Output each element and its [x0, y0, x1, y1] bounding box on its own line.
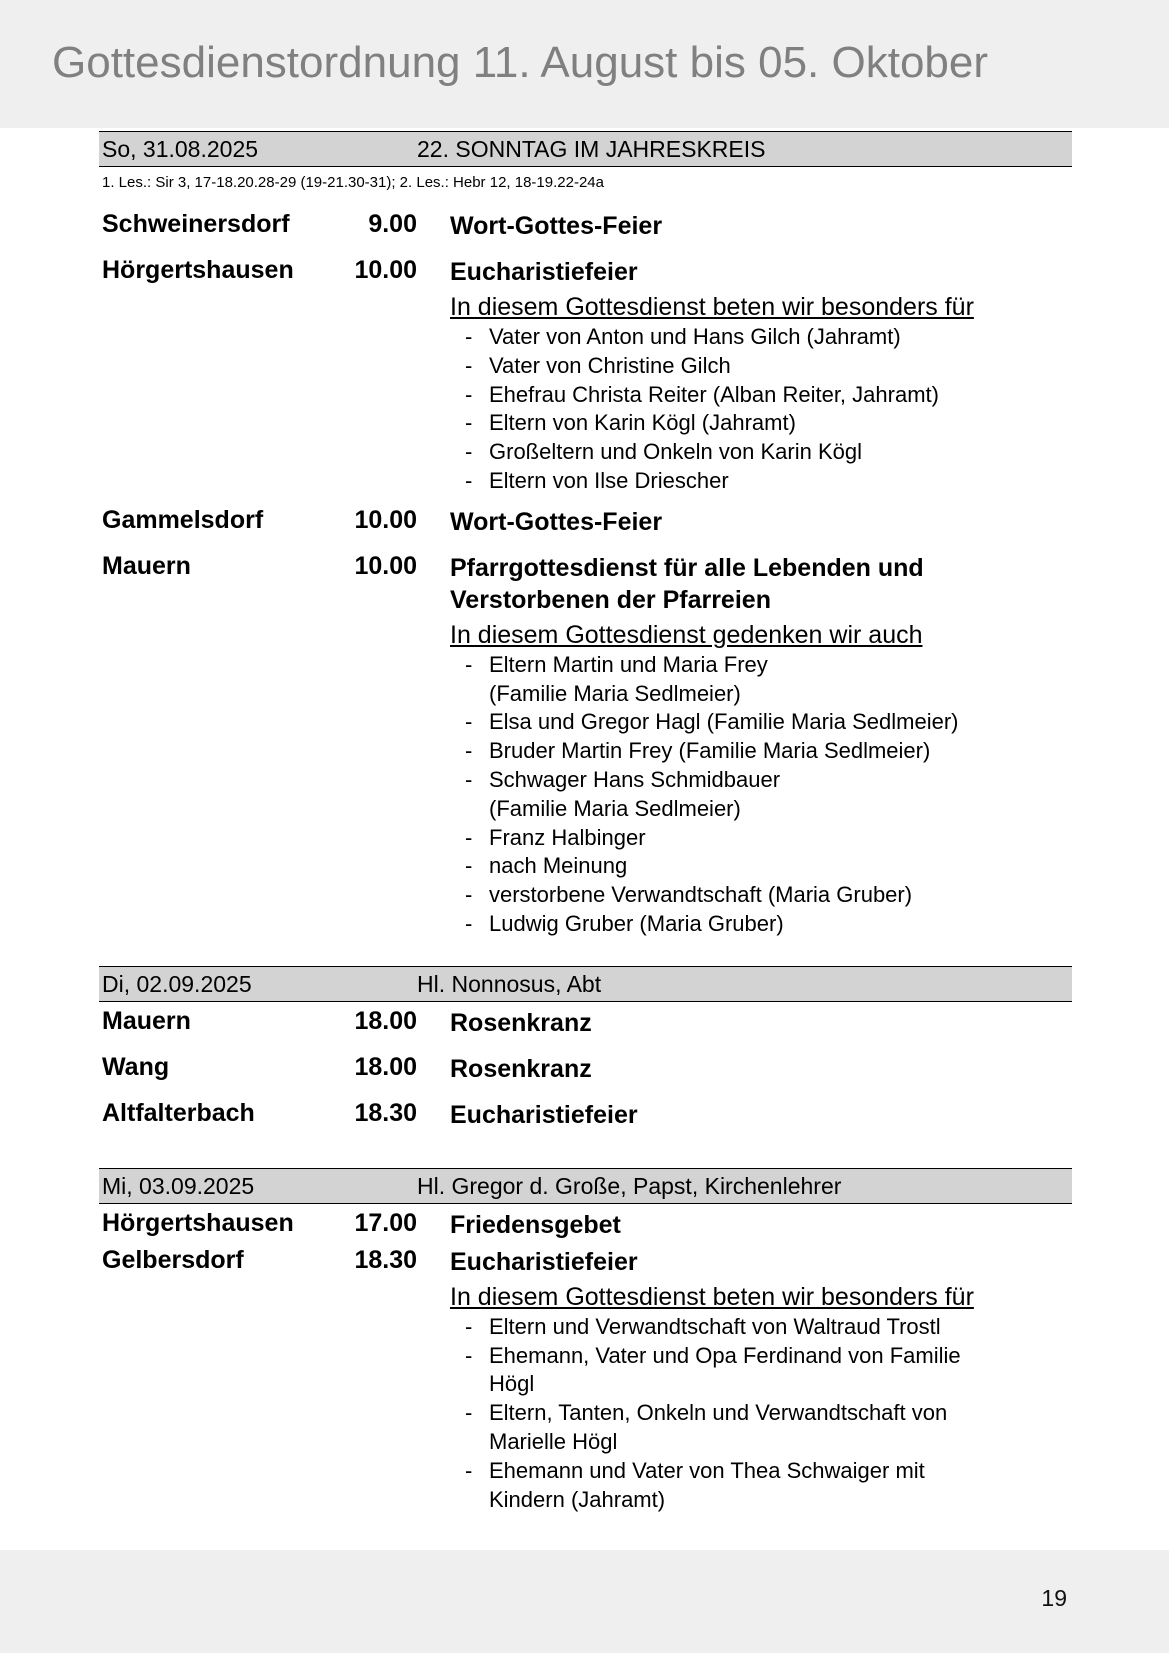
day-feast: Hl. Gregor d. Große, Papst, Kirchenlehrer	[417, 1172, 842, 1199]
service-title-line: Verstorbenen der Pfarreien	[450, 585, 771, 614]
service-place: Hörgertshausen	[102, 256, 294, 284]
service-place: Wang	[102, 1052, 170, 1081]
list-item-line: (Familie Maria Sedlmeier)	[489, 795, 741, 821]
day-date: Di, 02.09.2025	[102, 970, 252, 997]
list-item	[465, 1399, 1072, 1457]
list-item-line: Marielle Högl	[489, 1428, 618, 1454]
day-header	[99, 966, 1072, 1002]
service-time: 17.00	[354, 1208, 417, 1237]
list-item-line: nach Meinung	[489, 853, 628, 879]
service-place: Hörgertshausen	[102, 1208, 294, 1237]
list-item-line: Kindern (Jahramt)	[489, 1486, 666, 1512]
list-item-line: Ludwig Gruber (Maria Gruber)	[489, 910, 784, 936]
list-item-line: Ehemann und Vater von Thea Schwaiger mit	[489, 1457, 925, 1483]
intention-heading: In diesem Gottesdienst beten wir besonders für	[450, 1282, 974, 1311]
service-entry	[99, 1246, 1072, 1278]
day-feast: 22. SONNTAG IM JAHRESKREIS	[417, 136, 766, 162]
list-item-line: Eltern und Verwandtschaft von Waltraud Trostl	[489, 1313, 941, 1339]
service-entry	[99, 506, 1072, 538]
day-header	[99, 131, 1072, 167]
list-item	[465, 1313, 1072, 1342]
list-item: - Ehefrau Christa Reiter (Alban Reiter, Jahramt)	[465, 381, 1072, 410]
list-item: - Vater von Anton und Hans Gilch (Jahramt)	[465, 323, 1072, 352]
list-item-line: Eltern Martin und Maria Frey	[489, 651, 768, 677]
service-title: Wort-Gottes-Feier	[450, 212, 663, 240]
service-entry	[99, 1007, 1072, 1039]
list-item	[465, 737, 1072, 766]
list-item	[465, 1342, 1072, 1400]
service-time: 9.00	[368, 210, 417, 238]
intention-list	[465, 1313, 1072, 1515]
intention-heading: In diesem Gottesdienst gedenken wir auch	[450, 620, 923, 649]
service-time: 18.30	[354, 1098, 417, 1127]
day-date: So, 31.08.2025	[102, 136, 259, 162]
service-title-line: Pfarrgottesdienst für alle Lebenden und	[450, 553, 924, 582]
service-title: Wort-Gottes-Feier	[450, 507, 663, 536]
service-place: Gammelsdorf	[102, 505, 264, 534]
intention-heading: In diesem Gottesdienst beten wir besonders für	[450, 293, 974, 321]
list-item	[465, 1457, 1072, 1515]
service-title	[450, 552, 1072, 616]
service-time: 18.00	[354, 1006, 417, 1035]
service-time: 10.00	[354, 256, 417, 284]
page-number: 19	[1041, 1585, 1067, 1611]
list-item: - Eltern von Ilse Driescher	[465, 467, 1072, 496]
list-item-line: Ehemann, Vater und Opa Ferdinand von Familie	[489, 1342, 961, 1368]
list-item	[465, 881, 1072, 910]
service-time: 18.30	[354, 1245, 417, 1274]
service-place: Gelbersdorf	[102, 1245, 244, 1274]
list-item	[465, 852, 1072, 881]
service-title: Friedensgebet	[450, 1210, 621, 1239]
service-entry	[99, 1053, 1072, 1085]
day-header	[99, 1168, 1072, 1204]
schedule	[99, 131, 1072, 1514]
service-entry	[99, 1209, 1072, 1241]
list-item: - Großeltern und Onkeln von Karin Kögl	[465, 438, 1072, 467]
list-item-line: Elsa und Gregor Hagl (Familie Maria Sedlmeier)	[489, 709, 959, 735]
service-time: 10.00	[354, 505, 417, 534]
day-date: Mi, 03.09.2025	[102, 1172, 255, 1199]
list-item-line: Eltern, Tanten, Onkeln und Verwandtschaft von	[489, 1400, 948, 1426]
day-feast: Hl. Nonnosus, Abt	[417, 970, 602, 997]
service-entry	[99, 552, 1072, 616]
list-item	[465, 910, 1072, 939]
service-entry	[99, 1099, 1072, 1131]
list-item-line: Bruder Martin Frey (Familie Maria Sedlmeier)	[489, 738, 931, 764]
service-title: Rosenkranz	[450, 1008, 592, 1037]
intention-list	[465, 651, 1072, 939]
page-header	[0, 0, 1169, 128]
list-item	[465, 708, 1072, 737]
service-time: 10.00	[354, 551, 417, 580]
list-item-line: Högl	[489, 1371, 535, 1397]
list-item-line: verstorbene Verwandtschaft (Maria Gruber)	[489, 882, 913, 908]
service-entry	[99, 210, 1072, 242]
page-footer	[0, 1550, 1169, 1653]
service-title: Eucharistiefeier	[450, 1100, 638, 1129]
service-place: Altfalterbach	[102, 1098, 255, 1127]
service-entry	[99, 256, 1072, 288]
service-place: Mauern	[102, 551, 191, 580]
list-item: - Vater von Christine Gilch	[465, 352, 1072, 381]
service-title: Eucharistiefeier	[450, 258, 638, 286]
service-title: Eucharistiefeier	[450, 1247, 638, 1276]
list-item	[465, 766, 1072, 824]
service-title: Rosenkranz	[450, 1054, 592, 1083]
list-item: - Eltern von Karin Kögl (Jahramt)	[465, 409, 1072, 438]
service-place: Schweinersdorf	[102, 210, 290, 238]
list-item-line: (Familie Maria Sedlmeier)	[489, 680, 741, 706]
list-item	[465, 824, 1072, 853]
service-time: 18.00	[354, 1052, 417, 1081]
readings: 1. Les.: Sir 3, 17-18.20.28-29 (19-21.30-31); 2. Les.: Hebr 12, 18-19.22-24a	[102, 174, 604, 191]
service-place: Mauern	[102, 1006, 191, 1035]
list-item-line: Franz Halbinger	[489, 824, 646, 850]
list-item-line: Schwager Hans Schmidbauer	[489, 766, 781, 792]
list-item	[465, 651, 1072, 709]
intention-list	[465, 323, 1072, 496]
page-title: Gottesdienstordnung 11. August bis 05. Oktober	[52, 38, 989, 87]
